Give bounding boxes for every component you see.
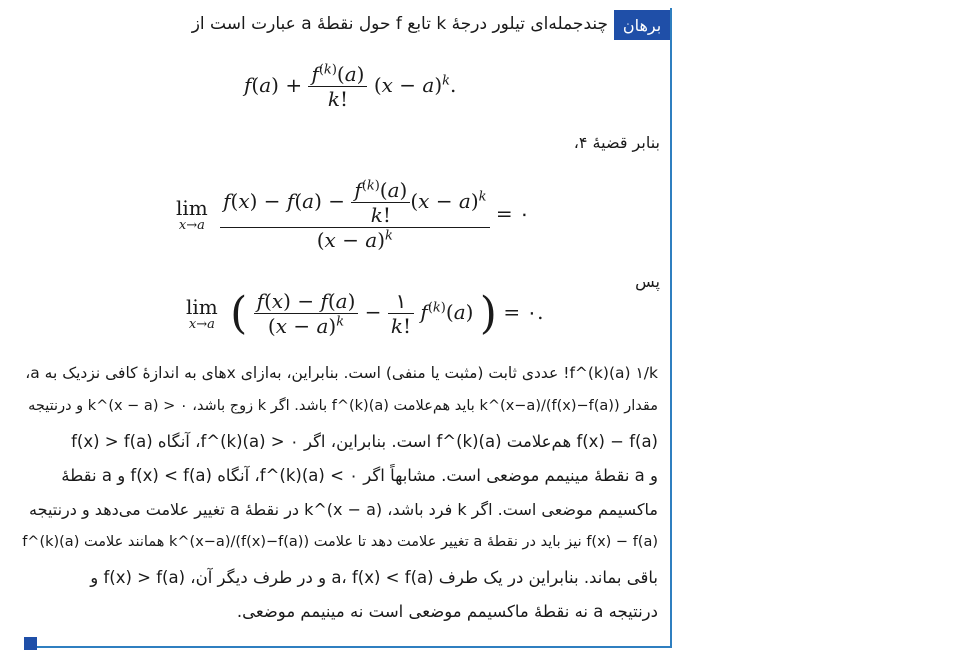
end-of-proof-marker bbox=[24, 637, 37, 650]
paragraph-line-8: درنتیجه a نه نقطهٔ ماکسیمم موضعی است نه مینیمم موضعی. bbox=[236, 602, 658, 621]
equation-limit-2: lim x→a ( $\frac{f(x) - f(a)}{(x - a)^k}$ − $\frac{۱}{k!}$ $f^{(k)}(a)$ ) = ۰. bbox=[186, 288, 544, 339]
frame-right-border bbox=[670, 8, 672, 648]
paragraph-line-7: باقی بماند. بنابراین در یک طرف a، f(x) < f(a) و در طرف دیگر آن، f(x) > f(a) و bbox=[90, 568, 658, 587]
by-proposition-text: بنابر قضیهٔ ۴، bbox=[573, 133, 660, 152]
therefore-text: پس bbox=[635, 272, 660, 291]
paragraph-line-2: مقدار (f(x)−f(a))/(x−a)^k باید هم‌علامت f^(k)(a) باشد. اگر k زوج باشد، ۰ < (x − a)^k و درنتیجه bbox=[28, 398, 658, 414]
intro-text: چندجمله‌ای تیلور درجهٔ k تابع f حول نقطهٔ a عبارت است از bbox=[191, 14, 608, 34]
paragraph-line-4: و a نقطهٔ مینیمم موضعی است. مشابهاً اگر ۰ > f^(k)(a)، آنگاه f(x) < f(a) و a نقطهٔ bbox=[61, 466, 658, 485]
proof-label: برهان bbox=[614, 10, 670, 40]
equation-taylor: f(a) + $\frac{f^{(k)}(a)}{k!}$ $(x - a)^k$. bbox=[244, 62, 457, 111]
paragraph-line-5: ماکسیمم موضعی است. اگر k فرد باشد، (x − a)^k در نقطهٔ a تغییر علامت می‌دهد و درنتیجه bbox=[29, 500, 658, 519]
equation-limit-1: lim x→a f(x) − f(a) − $\frac{f^{(k)}(a)}{k!}$ $(x - a)^k$ $(x - a)^k$ = ۰ bbox=[176, 178, 530, 252]
paragraph-line-1: f^(k)(a) ۱/k! عددی ثابت (مثبت یا منفی) است. بنابراین، به‌ازای xهای به اندازهٔ کافی نزدیک به a، bbox=[25, 364, 658, 382]
paragraph-line-3: f(x) − f(a) هم‌علامت f^(k)(a) است. بنابراین، اگر ۰ < f^(k)(a)، آنگاه f(x) > f(a) bbox=[71, 432, 658, 451]
frame-bottom-border bbox=[30, 646, 672, 648]
paragraph-line-6: f(x) − f(a) نیز باید در نقطهٔ a تغییر علامت دهد تا علامت (f(x)−f(a))/(x−a)^k همانند علامت f^(k)(a) bbox=[22, 534, 658, 550]
